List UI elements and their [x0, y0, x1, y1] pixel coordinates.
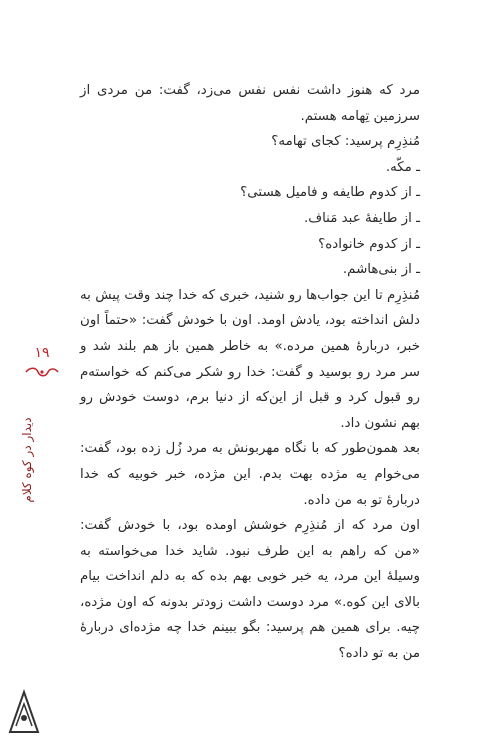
paragraph: مُنذِرِم تا این جواب‌ها رو شنید، خبری که خدا چند وقت پیش به دلش انداخته بود، یادش اومد. اون با خودش گفت: «حتماً اون خبر، دربارهٔ همین مرده.» به خاطر همین باز هم بلند شد و سر مرد رو بوسید و گفت: خدا رو شکر می‌کنم که خواسته‌م رو قبول کرد و قبل از این‌که از دنیا برم، دوست خودش رو بهم نشون داد.: [80, 287, 420, 431]
publisher-logo-icon: [2, 682, 46, 742]
page-number: ۱۹: [34, 345, 50, 361]
paragraph: ـ از کدوم طایفه و فامیل هستی؟: [240, 185, 420, 201]
body-text: [80, 78, 420, 667]
paragraph: مرد که هنوز داشت نفس نفس می‌زد، گفت: من مردی از سرزمین تِهامه هستم.: [80, 83, 420, 124]
paragraph: ـ از بنی‌هاشم.: [342, 262, 420, 278]
paragraph: ـ مکّه.: [385, 159, 420, 175]
paragraph: ـ از کدوم خانواده؟: [318, 236, 420, 252]
swirl-ornament-icon: [24, 365, 60, 379]
paragraph: ـ از طایفهٔ عبد مَناف.: [303, 210, 420, 226]
running-title: دیدار در کوه کلام: [20, 417, 34, 503]
page-margin-marker: [22, 345, 62, 381]
paragraph: اون مرد که از مُنذِرِم خوشش اومده بود، با خودش گفت: «من که راهم به این طرف نبود. شاید خدا می‌خواسته به وسیلهٔ این مرد، یه خبر خوبی بهم بده که به دلم انداخت بیام بالای این کوه.» مرد دوست داشت زودتر بدونه که اون مژده، چیه. برای همین هم پرسید: بگو ببینم خدا چه مژده‌ای دربارهٔ من به تو داده؟: [80, 518, 420, 662]
paragraph: بعد همون‌طور که با نگاه مهربونش به مرد زُل زده بود، گفت: می‌خوام یه مژده بهت بدم. این مژده، خبر خوبیه که خدا دربارهٔ تو به من داده.: [80, 441, 420, 508]
paragraph: مُنذِرِم پرسید: کجای تهامه؟: [271, 134, 420, 150]
